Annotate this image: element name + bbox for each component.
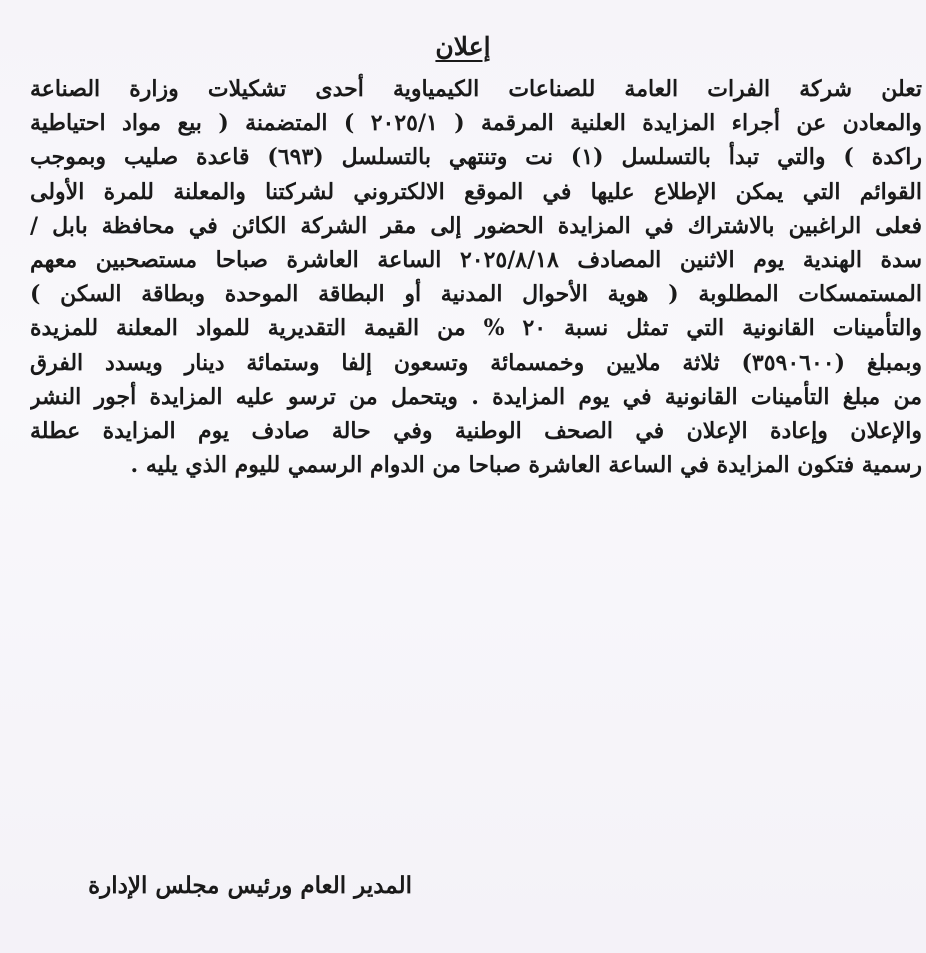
body-line-2: والمعادن عن أجراء المزايدة العلنية المرقمة ( ٢٠٢٥/١ ) المتضمنة ( بيع مواد احتياطية bbox=[30, 110, 922, 137]
body-line-5: فعلى الراغبين بالاشتراك في المزايدة الحضور إلى مقر الشركة الكائن في محافظة بابل / bbox=[30, 212, 922, 239]
body-line-10: من مبلغ التأمينات القانونية في يوم المزايدة . ويتحمل من ترسو عليه المزايدة أجور النشر bbox=[30, 383, 922, 410]
body-line-7: المستمسكات المطلوبة ( هوية الأحوال المدنية أو البطاقة الموحدة وبطاقة السكن ) bbox=[30, 281, 922, 308]
signature-block: المدير العام ورئيس مجلس الإدارة bbox=[88, 872, 412, 899]
announcement-body bbox=[30, 72, 922, 482]
announcement-title bbox=[0, 32, 926, 61]
body-line-9: وبمبلغ (٣٥٩٠٦٠٠) ثلاثة ملايين وخمسمائة وتسعون إلفا وستمائة دينار ويسدد الفرق bbox=[30, 349, 922, 376]
body-line-3: راكدة ) والتي تبدأ بالتسلسل (١) نت وتنتهي بالتسلسل (٦٩٣) قاعدة صليب وبموجب bbox=[30, 144, 922, 171]
announcement-title-text: إعلان bbox=[435, 32, 491, 61]
body-line-4: القوائم التي يمكن الإطلاع عليها في الموقع الالكتروني لشركتنا والمعلنة للمرة الأولى bbox=[30, 178, 922, 205]
body-line-11: والإعلان وإعادة الإعلان في الصحف الوطنية وفي حالة صادف يوم المزايدة عطلة bbox=[30, 418, 922, 445]
body-line-1: تعلن شركة الفرات العامة للصناعات الكيمياوية أحدى تشكيلات وزارة الصناعة bbox=[30, 76, 922, 102]
body-line-6: سدة الهندية يوم الاثنين المصادف ٢٠٢٥/٨/١٨ الساعة العاشرة صباحا مستصحبين معهم bbox=[30, 247, 922, 274]
body-line-8: والتأمينات القانونية التي تمثل نسبة ٢٠ % من القيمة التقديرية للمواد المعلنة للمزيدة bbox=[30, 315, 922, 342]
body-line-12: رسمية فتكون المزايدة في الساعة العاشرة صباحا من الدوام الرسمي لليوم الذي يليه . bbox=[130, 452, 922, 479]
